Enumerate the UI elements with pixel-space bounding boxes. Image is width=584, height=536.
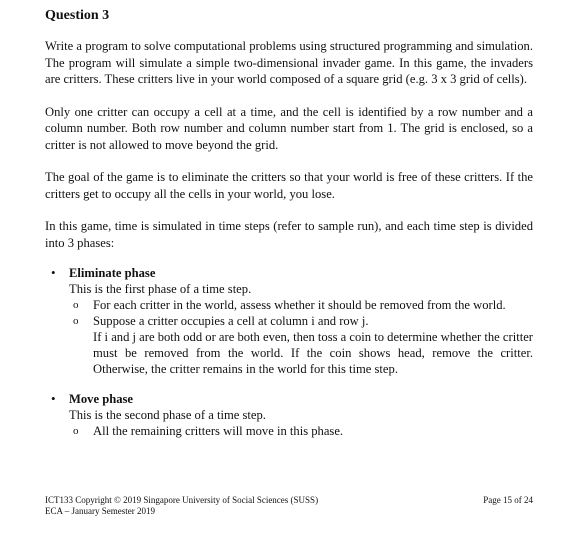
phase-title: Move phase [69, 392, 134, 406]
phase-subitem [69, 313, 533, 329]
subitem-text: All the remaining critters will move in this phase. [93, 424, 344, 438]
paragraph-time-steps: In this game, time is simulated in time steps (refer to sample run), and each time step is divided into 3 phases: [45, 219, 533, 250]
phase-item-eliminate [45, 265, 533, 377]
subitem-text: Suppose a critter occupies a cell at column i and row j. [93, 314, 369, 328]
footer-semester: ECA – January Semester 2019 [45, 506, 155, 516]
phase-subitem [69, 297, 533, 313]
phase-title: Eliminate phase [69, 266, 156, 280]
phase-subitem [69, 423, 533, 439]
circle-bullet-icon: o [73, 299, 79, 311]
subitem-text: If i and j are both odd or are both even, then toss a coin to determine whether the critter must be removed from the world. If the coin shows head, remove the critter. Otherwise, the critter remains in the world for this time step. [93, 330, 533, 376]
circle-bullet-icon: o [73, 425, 79, 437]
footer-copyright: ICT133 Copyright © 2019 Singapore University of Social Sciences (SUSS) [45, 495, 319, 505]
question-title: Question 3 [45, 8, 110, 23]
page-footer [45, 495, 533, 517]
phase-list [45, 265, 533, 439]
phase-subitem-continued [69, 329, 533, 377]
document-page [45, 8, 533, 453]
subitem-text: For each critter in the world, assess whether it should be removed from the world. [93, 298, 506, 312]
paragraph-rules: Only one critter can occupy a cell at a time, and the cell is identified by a row number and a column number. Both row number and column number start from 1. The grid is enclosed, so a critter is not allowed to move beyond the grid. [45, 104, 533, 152]
bullet-icon: • [51, 391, 56, 406]
paragraph-intro: Write a program to solve computational problems using structured programming and simulation. The program will simulate a simple two-dimensional invader game. In this game, the invaders are critters. These critters live in your world composed of a square grid (e.g. 3 x 3 grid of cells). [45, 39, 533, 86]
phase-item-move [45, 391, 533, 439]
bullet-icon: • [51, 265, 56, 280]
phase-description: This is the first phase of a time step. [69, 282, 252, 296]
phase-description: This is the second phase of a time step. [69, 408, 266, 422]
paragraph-goal: The goal of the game is to eliminate the critters so that your world is free of these critters. If the critters get to occupy all the cells in your world, you lose. [45, 170, 533, 201]
page-number: Page 15 of 24 [483, 495, 533, 505]
circle-bullet-icon: o [73, 315, 79, 327]
